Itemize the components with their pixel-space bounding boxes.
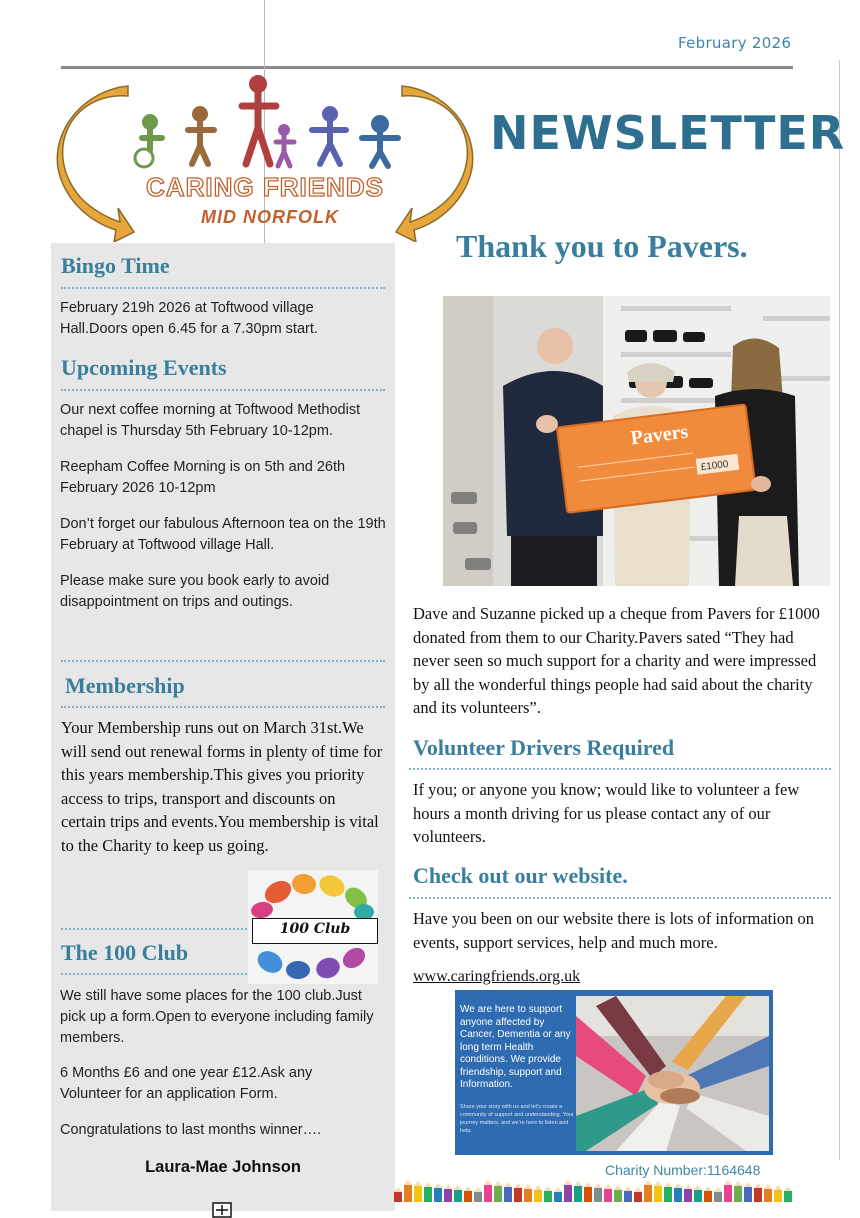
upcoming-text-2: Reepham Coffee Morning is on 5th and 26th February 2026 10-12pm <box>60 459 346 496</box>
charity-number: Charity Number:1164648 <box>605 1162 761 1178</box>
pencil-tip <box>594 1183 602 1188</box>
pencil-icon <box>774 1190 782 1202</box>
pencil-tip <box>684 1184 692 1189</box>
pencil-tip <box>524 1184 532 1189</box>
pencil-icon <box>784 1191 792 1202</box>
upcoming-text-3: Don’t forget our fabulous Afternoon tea on the 19th February at Toftwood village Hall. <box>60 516 386 553</box>
pencil-icon <box>564 1185 572 1202</box>
pavers-heading: Thank you to Pavers. <box>456 228 748 264</box>
cheque-brand: Pavers <box>629 420 690 450</box>
pencil-tip <box>734 1181 742 1186</box>
pencil-tip <box>444 1184 452 1189</box>
pencil-tip <box>604 1184 612 1189</box>
pencil-icon <box>504 1187 512 1202</box>
newsletter-date: February 2026 <box>678 34 792 52</box>
pencil-tip <box>754 1183 762 1188</box>
pencil-icon <box>484 1185 492 1202</box>
pencil-icon <box>574 1186 582 1202</box>
pencil-icon <box>734 1186 742 1202</box>
newsletter-title: NEWSLETTER <box>490 106 846 160</box>
pencil-icon <box>434 1188 442 1202</box>
pencil-icon <box>644 1185 652 1202</box>
pencil-tip <box>624 1186 632 1191</box>
pencil-tip <box>474 1187 482 1192</box>
pencil-icon <box>684 1189 692 1202</box>
winner-name: Laura-Mae Johnson <box>145 1158 301 1176</box>
pencil-tip <box>414 1181 422 1186</box>
pencil-icon <box>664 1187 672 1202</box>
pencil-tip <box>664 1182 672 1187</box>
pencil-tip <box>774 1185 782 1190</box>
club-heading: The 100 Club <box>61 940 189 965</box>
pencil-tip <box>764 1184 772 1189</box>
bingo-text: February 219h 2026 at Toftwood village Hall.Doors open 6.45 for a 7.30pm start. <box>60 300 318 337</box>
section-divider <box>61 287 385 289</box>
section-divider <box>409 768 831 770</box>
pencil-icon <box>444 1189 452 1202</box>
pencil-icon <box>604 1189 612 1202</box>
pencil-tip <box>454 1185 462 1190</box>
people-figures-icon <box>135 75 398 167</box>
section-divider <box>61 973 251 975</box>
cheque-amount: £1000 <box>700 458 730 474</box>
pencil-icon <box>654 1186 662 1202</box>
arrow-icon <box>396 86 473 242</box>
pencil-icon <box>424 1187 432 1202</box>
pencil-tip <box>494 1181 502 1186</box>
pencil-icon <box>394 1192 402 1202</box>
website-heading: Check out our website. <box>413 863 628 888</box>
pencil-tip <box>674 1183 682 1188</box>
pencil-icon <box>554 1192 562 1202</box>
logo-title: CARING FRIENDS <box>146 172 384 202</box>
section-divider <box>61 706 385 708</box>
pencil-icon <box>454 1190 462 1202</box>
pencil-icon <box>694 1190 702 1202</box>
pencil-icon <box>594 1188 602 1202</box>
pencil-icon <box>744 1187 752 1202</box>
section-divider <box>61 389 385 391</box>
pencil-icon <box>514 1188 522 1202</box>
promo-main-text: We are here to support anyone affected by Cancer, Dementia or any long term Health conditions. We provide friendship, support and Information. <box>460 1004 571 1090</box>
pencil-icon <box>724 1185 732 1202</box>
pencil-tip <box>424 1182 432 1187</box>
pencil-tip <box>404 1180 412 1185</box>
cheque-presentation-photo <box>443 296 830 586</box>
pencil-icon <box>624 1191 632 1202</box>
pencil-tip <box>644 1180 652 1185</box>
pencil-icon <box>584 1187 592 1202</box>
membership-heading: Membership <box>65 673 185 698</box>
upcoming-text-4: Please make sure you book early to avoid disappointment on trips and outings. <box>60 573 330 610</box>
drivers-text: If you; or anyone you know; would like to volunteer a few hours a month driving for us please contact any of our volunteers. <box>413 780 800 846</box>
pencil-icon <box>494 1186 502 1202</box>
pencil-tip <box>434 1183 442 1188</box>
pencil-tip <box>564 1180 572 1185</box>
pencil-icon <box>414 1186 422 1202</box>
pencil-tip <box>584 1182 592 1187</box>
section-divider <box>61 928 251 930</box>
club-text-1: We still have some places for the 100 club.Just pick up a form.Open to everyone including family members. <box>60 988 374 1046</box>
page-edge-line <box>839 60 840 1160</box>
pencil-icon <box>754 1188 762 1202</box>
pencil-tip <box>394 1187 402 1192</box>
website-link[interactable]: www.caringfriends.org.uk <box>413 968 581 985</box>
pencil-icon <box>464 1191 472 1202</box>
club-text-2: 6 Months £6 and one year £12.Ask any Volunteer for an application Form. <box>60 1065 313 1102</box>
caring-friends-logo <box>50 72 480 242</box>
pencil-tip <box>554 1187 562 1192</box>
pencil-icon <box>524 1189 532 1202</box>
pencil-icon <box>404 1185 412 1202</box>
bingo-heading: Bingo Time <box>61 253 170 278</box>
pencil-tip <box>724 1180 732 1185</box>
pencil-tip <box>784 1186 792 1191</box>
website-text: Have you been on our website there is lots of information on events, support services, help and much more. <box>413 909 814 952</box>
pencil-icon <box>534 1190 542 1202</box>
pencil-tip <box>654 1181 662 1186</box>
pencil-tip <box>544 1186 552 1191</box>
add-icon[interactable] <box>212 1202 232 1218</box>
pavers-text: Dave and Suzanne picked up a cheque from Pavers for £1000 donated from them to our Charity.Pavers sated “They had never seen so much support for a charity and were impressed by all the wonderful things people had said about the charity and its volunteers”. <box>413 604 820 717</box>
club-text-3: Congratulations to last months winner…. <box>60 1122 322 1138</box>
pencil-tip <box>614 1185 622 1190</box>
arrow-icon <box>57 86 134 242</box>
hundred-club-label: 100 Club <box>279 921 351 937</box>
membership-text: Your Membership runs out on March 31st.We will send out renewal forms in plenty of time for this years membership.This gives you priority access to trips, transport and discounts on certain trips and events.You membership is vital to the Charity to keep us going. <box>61 718 383 855</box>
joined-hands-photo <box>576 996 769 1151</box>
pencil-tip <box>574 1181 582 1186</box>
pencil-icon <box>704 1191 712 1202</box>
pencil-tip <box>634 1187 642 1192</box>
section-divider <box>61 660 385 662</box>
promo-small-text: Share your story with us and let's create a community of support and understanding. Your journey matters, and we're here to listen and help. <box>460 1104 574 1134</box>
pencil-tip <box>504 1182 512 1187</box>
section-divider <box>409 897 831 899</box>
pencil-tip <box>484 1180 492 1185</box>
pencil-tip <box>694 1185 702 1190</box>
pencil-icon <box>614 1190 622 1202</box>
upcoming-events-heading: Upcoming Events <box>61 355 227 380</box>
pencil-icon <box>474 1192 482 1202</box>
pencil-icon <box>764 1189 772 1202</box>
upcoming-text-1: Our next coffee morning at Toftwood Methodist chapel is Thursday 5th February 10-12pm. <box>60 402 361 439</box>
pencil-tip <box>534 1185 542 1190</box>
pencil-tip <box>744 1182 752 1187</box>
pencil-tip <box>514 1183 522 1188</box>
pencil-tip <box>704 1186 712 1191</box>
pencils-border <box>393 1176 793 1202</box>
pencil-tip <box>464 1186 472 1191</box>
pencil-icon <box>634 1192 642 1202</box>
top-divider <box>61 66 793 69</box>
pencil-tip <box>714 1187 722 1192</box>
pencil-icon <box>674 1188 682 1202</box>
drivers-heading: Volunteer Drivers Required <box>413 735 675 760</box>
pencil-icon <box>714 1192 722 1202</box>
logo-subtitle: MID NORFOLK <box>201 207 339 227</box>
pencil-icon <box>544 1191 552 1202</box>
